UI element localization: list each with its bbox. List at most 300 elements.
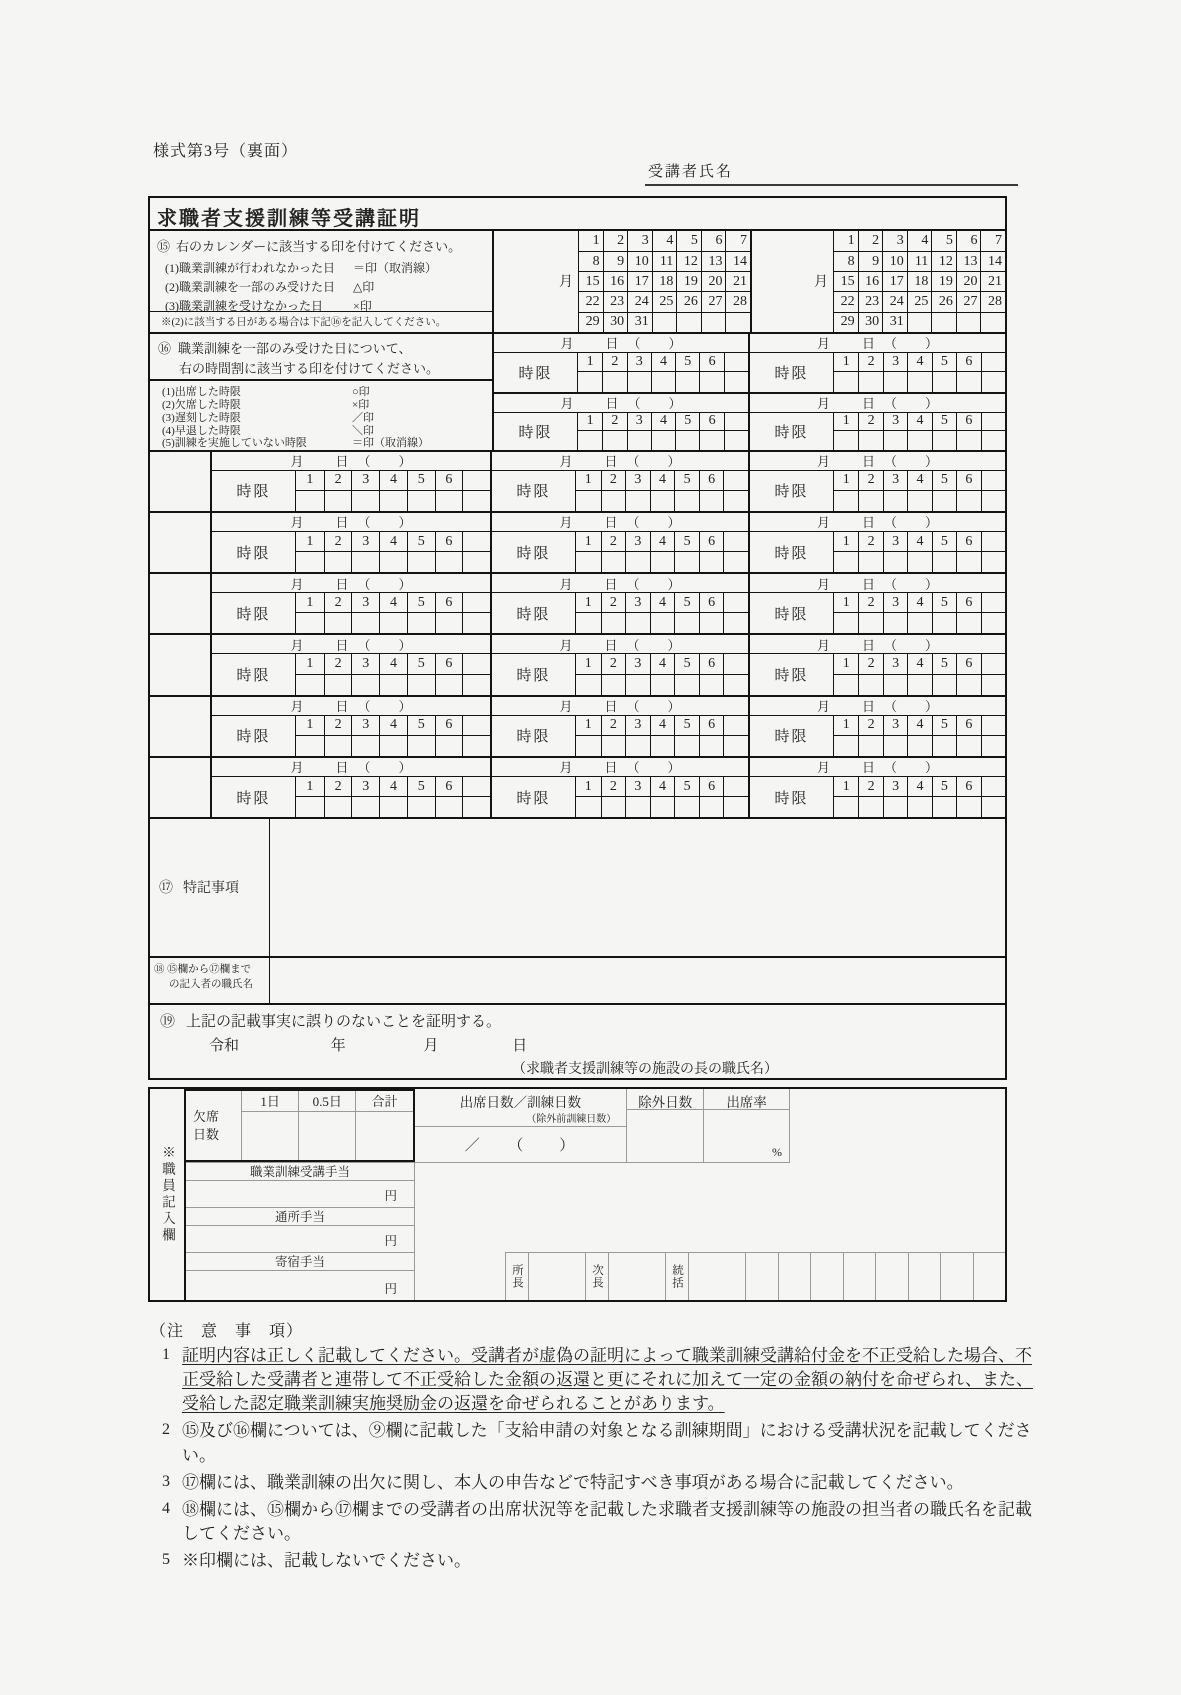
- period-number-cell: 5: [932, 593, 956, 613]
- section15-number: ⑮: [157, 239, 171, 254]
- calendar-day-cell: 16: [603, 271, 628, 291]
- period-mark-cell: [981, 613, 1005, 633]
- calendar-day-cell: 23: [858, 291, 883, 311]
- paren-close: ）: [925, 396, 939, 412]
- paren-open: （: [884, 699, 898, 715]
- period-mark-cell: [650, 552, 675, 572]
- time-block-row: [150, 697, 1005, 758]
- allowances-table: [186, 1163, 415, 1300]
- period-mark-cell: [699, 675, 724, 695]
- period-number-cell: 2: [858, 716, 882, 736]
- period-mark-cell: [601, 675, 626, 695]
- time-block-body: [212, 716, 490, 756]
- period-number-cell: 3: [351, 777, 379, 797]
- commuting-allowance-value-cell: [186, 1226, 414, 1253]
- period-mark-cell: [883, 552, 907, 572]
- time-block-date-header: [750, 452, 1005, 471]
- paren-open: （: [626, 454, 640, 470]
- section15-footnote: ※(2)に該当する日がある場合は下記⑯を記入してください。: [150, 311, 492, 332]
- period-number-cell: 1: [834, 654, 858, 674]
- period-number-cell: 6: [956, 532, 980, 552]
- period-number-cell: 5: [932, 654, 956, 674]
- calendar-week-row: [833, 251, 1005, 271]
- time-block-date-header: [494, 334, 748, 353]
- paren-close: ）: [667, 699, 681, 715]
- absence-value-cell: [356, 1112, 412, 1160]
- calendar-day-cell: 3: [882, 231, 907, 251]
- calendar-month-2: [750, 231, 1005, 332]
- mark-legend-item: (4)早退した時限 ＼印: [162, 424, 374, 437]
- period-mark-cell: [462, 613, 490, 633]
- calendar-day-cell: 24: [882, 291, 907, 311]
- period-mark-cell: [462, 797, 490, 817]
- calendar-day-cell: 20: [701, 271, 726, 291]
- paren-close: ）: [925, 576, 939, 592]
- commuting-allowance-label: 通所手当: [186, 1208, 414, 1226]
- section15-row: [150, 231, 1005, 334]
- period-grid: [576, 532, 748, 572]
- period-number-cell: [723, 532, 748, 552]
- day-label: 日: [861, 336, 875, 352]
- month-label: 月: [290, 637, 304, 653]
- calendar-day-cell: 22: [833, 291, 858, 311]
- mark-legend-item: (2)欠席した時限 ×印: [162, 398, 370, 411]
- calendar-day-cell: 1: [578, 231, 603, 251]
- period-number-cell: 6: [699, 593, 724, 613]
- period-grid: [834, 654, 1005, 694]
- recorder-name-entry-cell: [270, 958, 1005, 1003]
- time-block-body: [492, 593, 748, 633]
- period-number-cell: [462, 716, 490, 736]
- period-mark-cell: [407, 613, 435, 633]
- period-mark-cell: [435, 736, 463, 756]
- period-mark-cell: [601, 613, 626, 633]
- mark-symbol: ×印: [352, 398, 370, 411]
- period-number-cell: 5: [674, 532, 699, 552]
- period-mark-cell: [379, 552, 407, 572]
- mark-symbol: ／印: [352, 411, 374, 424]
- time-slot-block: [212, 513, 490, 572]
- day-label: 日: [861, 637, 875, 653]
- period-mark-cell: [699, 552, 724, 572]
- time-slot-block: [748, 513, 1005, 572]
- period-number-cell: 2: [858, 471, 882, 491]
- paren-close: ）: [668, 396, 682, 412]
- time-block-date-header: [212, 574, 490, 593]
- month-label: 月: [816, 760, 830, 776]
- period-number-cell: 5: [932, 471, 956, 491]
- month-label: 月: [816, 576, 830, 592]
- calendar-day-cell: 2: [858, 231, 883, 251]
- period-number-cell: 5: [407, 654, 435, 674]
- period-number-cell: 5: [674, 593, 699, 613]
- period-number-cell: 1: [834, 716, 858, 736]
- form-number: 様式第3号（裏面）: [153, 143, 299, 160]
- period-number-cell: 3: [883, 471, 907, 491]
- calendar-day-cell: 28: [980, 291, 1005, 311]
- paren-close: ）: [667, 454, 681, 470]
- period-number-cell: [981, 471, 1005, 491]
- period-mark-cell: [699, 736, 724, 756]
- left-spacer-cell: [150, 574, 212, 633]
- period-mark-cell: [834, 675, 858, 695]
- period-number-cell: 3: [883, 413, 907, 432]
- period-number-cell: [462, 777, 490, 797]
- calendar-day-cell: 7: [725, 231, 750, 251]
- paren-open: （: [357, 515, 371, 531]
- participant-name-underline: [645, 184, 1018, 186]
- period-mark-cell: [981, 491, 1005, 511]
- paren-close: ）: [398, 454, 412, 470]
- period-number-cell: [462, 593, 490, 613]
- calendar-week-row: [578, 231, 750, 251]
- stamp-cell: [909, 1253, 942, 1300]
- period-label: 時限: [492, 654, 576, 694]
- day-label: 日: [861, 454, 875, 470]
- month-label: 月: [290, 760, 304, 776]
- period-number-cell: 1: [296, 593, 324, 613]
- stamp-cell: [876, 1253, 909, 1300]
- yen-unit: 円: [384, 1189, 397, 1203]
- calendar-day-cell: 16: [858, 271, 883, 291]
- time-slot-block: [748, 635, 1005, 694]
- calendar-day-cell: 31: [627, 312, 652, 332]
- calendar-week-row: [833, 291, 1005, 311]
- period-mark-cell: [650, 736, 675, 756]
- period-mark-cell: [324, 736, 352, 756]
- calendar-day-cell: 12: [676, 251, 701, 271]
- month-label: 月: [559, 454, 573, 470]
- period-number-cell: 2: [324, 593, 352, 613]
- month-label: 月: [559, 576, 573, 592]
- time-slot-block: [490, 635, 748, 694]
- mark-legend-item: (3)遅刻した時限 ／印: [162, 411, 374, 424]
- period-mark-cell: [834, 736, 858, 756]
- section17-label: ⑰ 特記事項: [150, 819, 270, 955]
- period-mark-cell: [625, 736, 650, 756]
- month-label: 月: [290, 699, 304, 715]
- section16-instructions: [150, 334, 492, 450]
- calendar-day-cell: 8: [578, 251, 603, 271]
- period-number-cell: 6: [435, 716, 463, 736]
- calendar-day-cell: 3: [627, 231, 652, 251]
- period-mark-cell: [462, 552, 490, 572]
- period-mark-cell: [576, 736, 601, 756]
- calendar-day-cell: 11: [652, 251, 677, 271]
- period-number-cell: 6: [956, 654, 980, 674]
- period-mark-cell: [956, 491, 980, 511]
- period-mark-cell: [296, 736, 324, 756]
- period-mark-cell: [723, 491, 748, 511]
- period-mark-cell: [435, 552, 463, 572]
- period-mark-cell: [351, 736, 379, 756]
- calendar-day-cell: 7: [980, 231, 1005, 251]
- time-block-body: [750, 471, 1005, 511]
- period-number-cell: 1: [296, 716, 324, 736]
- mark-legend-item: (2)職業訓練を一部のみ受けた日 △印: [157, 278, 488, 297]
- section16-number: ⑯: [158, 340, 172, 356]
- period-grid: [296, 593, 490, 633]
- period-number-cell: [981, 716, 1005, 736]
- note-item: 5 ※印欄には、記載しないでください。: [162, 1551, 471, 1570]
- calendar-day-cell: 28: [725, 291, 750, 311]
- calendar-day-cell: [701, 312, 726, 332]
- month-label: 月: [816, 637, 830, 653]
- period-number-cell: 2: [601, 654, 626, 674]
- period-mark-cell: [462, 491, 490, 511]
- period-mark-cell: [625, 613, 650, 633]
- calendar-week-row: [578, 312, 750, 332]
- period-number-cell: 3: [351, 471, 379, 491]
- calendar-day-cell: 23: [603, 291, 628, 311]
- period-mark-cell: [907, 491, 931, 511]
- period-number-cell: 1: [578, 353, 602, 373]
- paren-close: ）: [398, 576, 412, 592]
- period-mark-cell: [858, 491, 882, 511]
- period-mark-cell: [883, 675, 907, 695]
- paren-open: （: [357, 760, 371, 776]
- period-mark-cell: [907, 372, 931, 392]
- period-number-cell: 6: [956, 716, 980, 736]
- period-grid: [578, 413, 748, 450]
- attendance-ratio-value: ／ （ ）: [464, 1138, 577, 1154]
- period-label: 時限: [750, 716, 834, 756]
- day-label: 日: [335, 454, 349, 470]
- time-block-date-header: [492, 697, 748, 716]
- period-mark-legend: [150, 381, 492, 450]
- period-number-cell: 1: [834, 593, 858, 613]
- calendar-grid: [578, 231, 750, 332]
- period-mark-cell: [627, 431, 651, 450]
- period-mark-cell: [907, 797, 931, 817]
- period-mark-cell: [907, 675, 931, 695]
- period-number-cell: 2: [601, 716, 626, 736]
- stamp-cell: [844, 1253, 877, 1300]
- calendar-day-cell: 4: [652, 231, 677, 251]
- stamp-cell: [974, 1253, 1006, 1300]
- period-number-cell: 6: [699, 716, 724, 736]
- period-number-cell: 6: [435, 593, 463, 613]
- staff-entry-section: [148, 1087, 1007, 1302]
- mark-symbol: ×印: [353, 298, 372, 313]
- deputy-director-stamp-cell: [609, 1253, 666, 1300]
- paren-open: （: [884, 760, 898, 776]
- period-mark-cell: [834, 613, 858, 633]
- period-number-cell: 5: [407, 777, 435, 797]
- period-mark-cell: [981, 552, 1005, 572]
- calendar-day-cell: 11: [907, 251, 932, 271]
- period-mark-cell: [956, 797, 980, 817]
- period-label: 時限: [494, 353, 578, 392]
- period-number-cell: 5: [674, 471, 699, 491]
- section19-row: [150, 1005, 1005, 1078]
- period-number-cell: 6: [435, 777, 463, 797]
- paren-close: ）: [398, 637, 412, 653]
- attendance-stats-row: [186, 1089, 790, 1163]
- paren-close: ）: [667, 760, 681, 776]
- paren-open: （: [626, 515, 640, 531]
- period-mark-cell: [907, 736, 931, 756]
- mark-symbol: ＝印（取消線）: [353, 261, 438, 275]
- time-block-body: [212, 654, 490, 694]
- day-label: 日: [861, 760, 875, 776]
- period-mark-cell: [956, 613, 980, 633]
- period-mark-cell: [981, 797, 1005, 817]
- section18-label: ⑱ ⑮欄から⑰欄まで の記入者の職氏名: [150, 958, 270, 1003]
- signer-note: （求職者支援訓練等の施設の長の職氏名）: [512, 1061, 778, 1077]
- calendar-day-cell: [956, 312, 981, 332]
- calendar-day-cell: 17: [627, 271, 652, 291]
- day-label: 日: [861, 576, 875, 592]
- period-number-cell: 4: [651, 353, 675, 373]
- time-slot-block: [748, 697, 1005, 756]
- period-mark-cell: [932, 613, 956, 633]
- period-mark-cell: [674, 675, 699, 695]
- stamp-cell: [811, 1253, 844, 1300]
- period-grid: [296, 471, 490, 511]
- period-label: 時限: [750, 353, 834, 392]
- time-block-row: [150, 574, 1005, 635]
- period-mark-cell: [834, 431, 858, 450]
- period-mark-cell: [324, 613, 352, 633]
- period-grid: [834, 532, 1005, 572]
- calendar-month-label: 月: [559, 275, 573, 291]
- time-block-body: [492, 532, 748, 572]
- period-mark-cell: [407, 797, 435, 817]
- paren-open: （: [884, 515, 898, 531]
- period-mark-cell: [296, 675, 324, 695]
- period-mark-cell: [324, 552, 352, 572]
- time-block-body: [492, 471, 748, 511]
- period-number-cell: 1: [576, 593, 601, 613]
- paren-open: （: [357, 637, 371, 653]
- period-number-cell: 3: [627, 413, 651, 432]
- period-number-cell: 2: [601, 593, 626, 613]
- period-number-cell: 4: [650, 471, 675, 491]
- director-stamp-cell: [529, 1253, 586, 1300]
- period-mark-cell: [858, 372, 882, 392]
- period-grid: [296, 532, 490, 572]
- paren-close: ）: [398, 699, 412, 715]
- calendar-day-cell: 12: [931, 251, 956, 271]
- period-mark-cell: [834, 372, 858, 392]
- section15-instructions: [150, 231, 492, 332]
- month-label: 月: [816, 454, 830, 470]
- period-label: 時限: [750, 654, 834, 694]
- month-label: 月: [559, 515, 573, 531]
- period-number-cell: 5: [407, 532, 435, 552]
- month-label: 月: [816, 515, 830, 531]
- month-label: 月: [816, 699, 830, 715]
- period-mark-cell: [699, 491, 724, 511]
- absence-value-cell: [299, 1112, 355, 1160]
- period-mark-cell: [625, 552, 650, 572]
- period-grid: [834, 716, 1005, 756]
- period-number-cell: 5: [407, 716, 435, 736]
- period-mark-cell: [379, 613, 407, 633]
- period-mark-cell: [674, 736, 699, 756]
- period-mark-cell: [675, 431, 699, 450]
- period-number-cell: 6: [699, 654, 724, 674]
- staff-section-content: [186, 1089, 1005, 1300]
- paren-close: ）: [925, 515, 939, 531]
- stamp-cell: [746, 1253, 779, 1300]
- period-mark-cell: [578, 431, 602, 450]
- period-mark-cell: [407, 552, 435, 572]
- period-number-cell: 5: [674, 654, 699, 674]
- period-number-cell: 5: [675, 353, 699, 373]
- period-mark-cell: [981, 372, 1005, 392]
- paren-close: ）: [925, 336, 939, 352]
- time-block-body: [750, 413, 1005, 450]
- period-number-cell: 2: [858, 532, 882, 552]
- period-number-cell: 1: [576, 654, 601, 674]
- calendar-day-cell: 19: [676, 271, 701, 291]
- period-mark-cell: [834, 491, 858, 511]
- period-number-cell: 5: [675, 413, 699, 432]
- period-number-cell: 4: [651, 413, 675, 432]
- period-mark-cell: [724, 372, 748, 392]
- calendar-day-cell: 14: [980, 251, 1005, 271]
- time-block-row: [150, 513, 1005, 574]
- period-number-cell: [723, 471, 748, 491]
- period-number-cell: [981, 593, 1005, 613]
- period-mark-cell: [932, 675, 956, 695]
- paren-open: （: [884, 336, 898, 352]
- period-mark-cell: [625, 491, 650, 511]
- month-label: 月: [423, 1037, 439, 1054]
- day-label: 日: [335, 576, 349, 592]
- period-number-cell: 4: [650, 654, 675, 674]
- period-number-cell: 4: [907, 593, 931, 613]
- calendar-day-cell: 27: [701, 291, 726, 311]
- period-grid: [578, 353, 748, 392]
- absence-value-cell: [242, 1112, 298, 1160]
- period-grid: [834, 471, 1005, 511]
- calendar-day-cell: 26: [676, 291, 701, 311]
- period-number-cell: 6: [699, 777, 724, 797]
- paren-close: ）: [667, 637, 681, 653]
- attendance-certificate-table: [148, 196, 1007, 1080]
- day-label: 日: [335, 515, 349, 531]
- period-label: 時限: [750, 413, 834, 450]
- calendar-day-cell: 5: [676, 231, 701, 251]
- period-mark-cell: [858, 675, 882, 695]
- period-mark-cell: [625, 675, 650, 695]
- period-mark-cell: [674, 491, 699, 511]
- period-mark-cell: [932, 736, 956, 756]
- period-mark-cell: [351, 552, 379, 572]
- period-number-cell: 1: [834, 353, 858, 373]
- period-label: 時限: [492, 593, 576, 633]
- period-mark-cell: [981, 736, 1005, 756]
- period-number-cell: 3: [883, 716, 907, 736]
- left-spacer-cell: [150, 697, 212, 756]
- period-label: 時限: [750, 593, 834, 633]
- time-slot-block: [490, 513, 748, 572]
- absence-col-total: 合計: [355, 1091, 412, 1160]
- period-number-cell: [723, 654, 748, 674]
- mark-symbol: ＝印（取消線）: [352, 437, 429, 450]
- calendar-day-cell: [931, 312, 956, 332]
- period-mark-cell: [883, 372, 907, 392]
- calendar-day-cell: 2: [603, 231, 628, 251]
- period-mark-cell: [858, 797, 882, 817]
- period-grid: [576, 654, 748, 694]
- period-number-cell: 6: [956, 777, 980, 797]
- calendar-day-cell: 10: [627, 251, 652, 271]
- period-mark-cell: [699, 613, 724, 633]
